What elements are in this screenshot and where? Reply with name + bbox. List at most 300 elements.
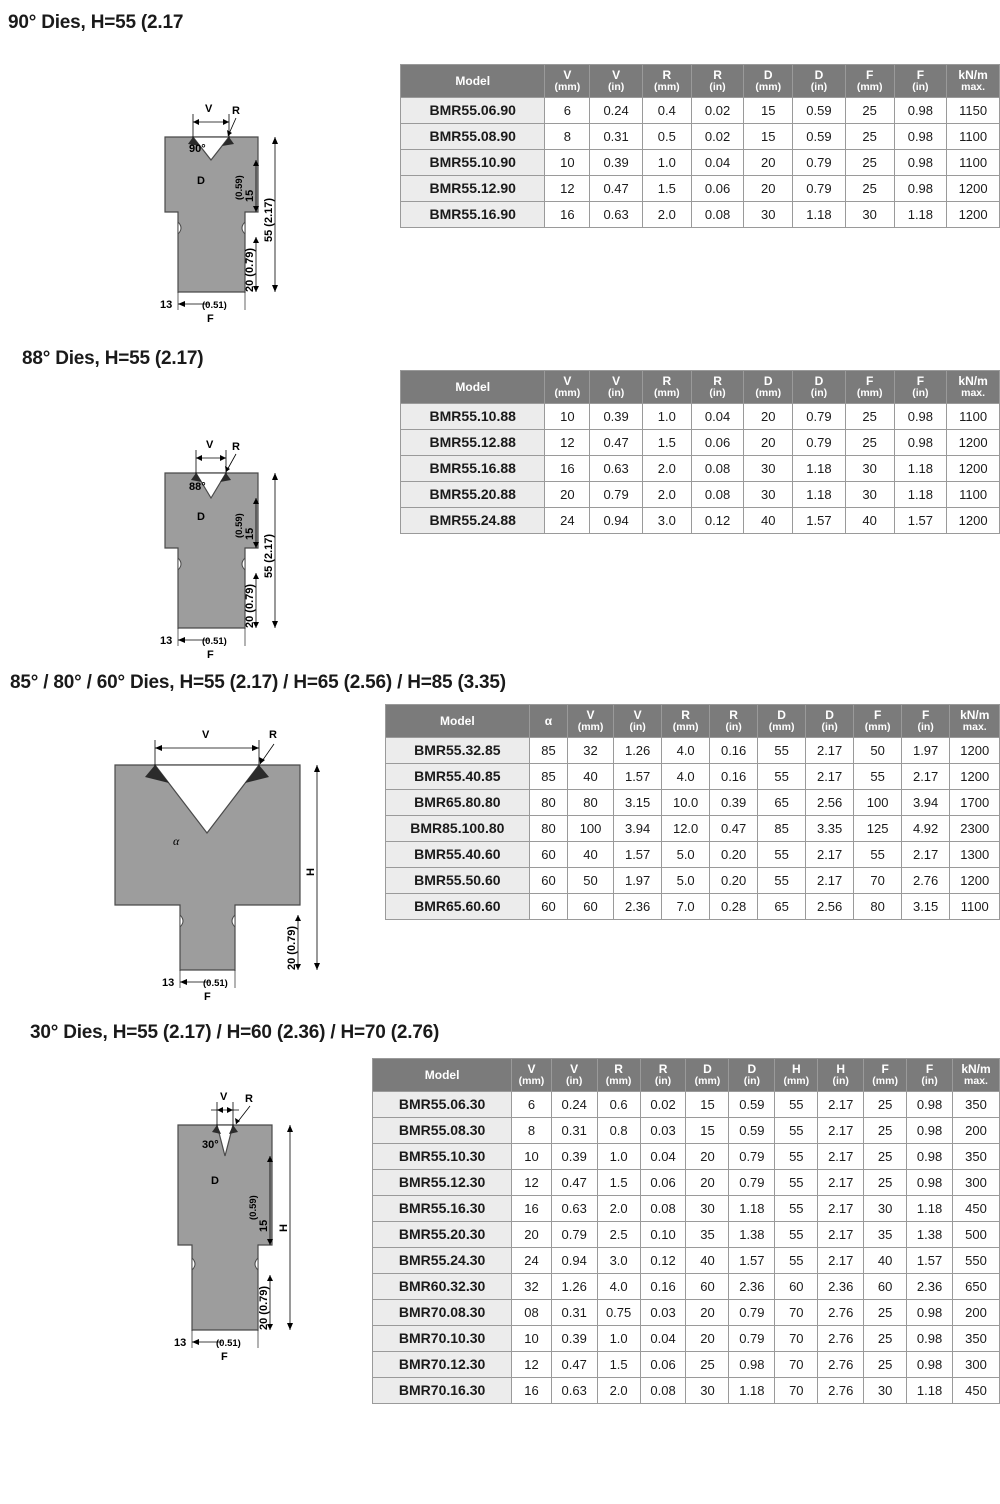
cell-value: 40 bbox=[864, 1247, 907, 1273]
section-title: 85° / 80° / 60° Dies, H=55 (2.17) / H=65 (2.56) / H=85 (3.35) bbox=[10, 672, 506, 693]
cell-value: 0.12 bbox=[691, 507, 744, 533]
header-main: R bbox=[658, 1062, 668, 1076]
column-header-kn-m bbox=[947, 371, 1000, 404]
cell-value: 0.06 bbox=[691, 429, 744, 455]
cell-value: 0.47 bbox=[590, 175, 643, 201]
cell-value: 300 bbox=[952, 1351, 999, 1377]
column-header-f bbox=[845, 65, 894, 98]
column-header-v bbox=[590, 65, 643, 98]
header-unit: (in) bbox=[821, 720, 838, 733]
cell-value: 65 bbox=[758, 893, 805, 919]
column-header-r bbox=[709, 705, 758, 738]
cell-value: 10 bbox=[545, 403, 590, 429]
header-main: D bbox=[703, 1062, 712, 1076]
header-main: R bbox=[713, 68, 722, 82]
cell-value: 1200 bbox=[947, 455, 1000, 481]
cell-value: 1.18 bbox=[894, 481, 947, 507]
cell-value: 0.79 bbox=[729, 1169, 775, 1195]
cell-value: 32 bbox=[512, 1273, 552, 1299]
header-unit: max. bbox=[961, 80, 986, 93]
cell-value: 1.18 bbox=[793, 455, 846, 481]
cell-value: 55 bbox=[758, 867, 805, 893]
cell-value: 1.57 bbox=[793, 507, 846, 533]
cell-value: 60 bbox=[775, 1273, 818, 1299]
table-row bbox=[373, 1195, 1000, 1221]
column-header-d bbox=[793, 371, 846, 404]
column-header-f bbox=[894, 65, 947, 98]
cell-value: 1.0 bbox=[597, 1143, 640, 1169]
cell-value: 2.17 bbox=[818, 1143, 864, 1169]
header-unit: (in) bbox=[912, 386, 929, 399]
cell-value: 4.0 bbox=[662, 737, 709, 763]
header-main: V bbox=[527, 1062, 536, 1076]
cell-model: BMR55.06.90 bbox=[401, 97, 545, 123]
cell-value: 1.57 bbox=[907, 1247, 953, 1273]
cell-value: 1.26 bbox=[613, 737, 662, 763]
cell-value: 2.76 bbox=[901, 867, 950, 893]
column-header-r bbox=[691, 65, 744, 98]
label-h: H bbox=[278, 1224, 290, 1232]
die-diagram-85 bbox=[50, 710, 370, 1003]
cell-value: 0.4 bbox=[642, 97, 691, 123]
cell-value: 16 bbox=[545, 455, 590, 481]
cell-model: BMR55.24.88 bbox=[401, 507, 545, 533]
section-30-dies bbox=[0, 1012, 1000, 1504]
cell-value: 3.15 bbox=[901, 893, 950, 919]
cell-value: 0.28 bbox=[709, 893, 758, 919]
cell-value: 0.94 bbox=[590, 507, 643, 533]
cell-value: 16 bbox=[512, 1377, 552, 1403]
cell-value: 25 bbox=[864, 1299, 907, 1325]
table-row bbox=[373, 1117, 1000, 1143]
column-header-v bbox=[545, 371, 590, 404]
cell-value: 1.18 bbox=[729, 1377, 775, 1403]
column-header-d bbox=[793, 65, 846, 98]
table-row bbox=[386, 893, 1000, 919]
cell-value: 0.79 bbox=[729, 1299, 775, 1325]
label-13: 13 bbox=[160, 635, 173, 647]
cell-value: 60 bbox=[529, 841, 568, 867]
column-header-v bbox=[590, 371, 643, 404]
cell-value: 2.76 bbox=[818, 1377, 864, 1403]
column-header-f bbox=[845, 371, 894, 404]
cell-value: 20 bbox=[686, 1143, 729, 1169]
cell-value: 12 bbox=[512, 1169, 552, 1195]
cell-value: 55 bbox=[758, 841, 805, 867]
label-height-55: 55 (2.17) bbox=[263, 197, 275, 242]
header-main: F bbox=[865, 68, 874, 82]
cell-value: 25 bbox=[864, 1325, 907, 1351]
cell-value: 0.39 bbox=[590, 149, 643, 175]
header-unit: (mm) bbox=[577, 720, 604, 733]
cell-value: 12.0 bbox=[662, 815, 709, 841]
table-row bbox=[373, 1247, 1000, 1273]
label-059: (0.59) bbox=[234, 175, 245, 200]
cell-value: 85 bbox=[529, 763, 568, 789]
header-main: F bbox=[921, 708, 930, 722]
label-20-079: 20 (0.79) bbox=[244, 583, 256, 628]
column-header-d bbox=[744, 65, 793, 98]
cell-value: 25 bbox=[845, 175, 894, 201]
header-main: F bbox=[881, 1062, 889, 1076]
header-unit: (mm) bbox=[864, 720, 891, 733]
cell-value: 2.76 bbox=[818, 1351, 864, 1377]
table-row bbox=[401, 201, 1000, 227]
cell-value: 0.79 bbox=[729, 1325, 775, 1351]
header-unit: (mm) bbox=[672, 720, 699, 733]
cell-model: BMR55.24.30 bbox=[373, 1247, 512, 1273]
column-header-h bbox=[775, 1059, 818, 1092]
header-unit: (in) bbox=[743, 1074, 761, 1087]
header-unit: (in) bbox=[709, 386, 726, 399]
label-059: (0.59) bbox=[234, 513, 245, 538]
table-row bbox=[401, 481, 1000, 507]
header-main: R bbox=[662, 374, 672, 388]
cell-value: 0.08 bbox=[640, 1377, 686, 1403]
cell-value: 1.5 bbox=[597, 1169, 640, 1195]
cell-value: 450 bbox=[952, 1377, 999, 1403]
header-unit: (mm) bbox=[856, 80, 883, 93]
cell-value: 1150 bbox=[947, 97, 1000, 123]
header-main: F bbox=[925, 1062, 934, 1076]
cell-value: 15 bbox=[686, 1117, 729, 1143]
header-main: H bbox=[836, 1062, 846, 1076]
cell-value: 0.06 bbox=[691, 175, 744, 201]
cell-value: 1200 bbox=[950, 867, 1000, 893]
cell-value: 550 bbox=[952, 1247, 999, 1273]
cell-value: 0.59 bbox=[793, 97, 846, 123]
cell-value: 0.31 bbox=[551, 1299, 597, 1325]
cell-value: 55 bbox=[775, 1117, 818, 1143]
column-header-kn-m bbox=[950, 705, 1000, 738]
cell-value: 15 bbox=[686, 1091, 729, 1117]
cell-value: 25 bbox=[864, 1143, 907, 1169]
cell-value: 4.0 bbox=[662, 763, 709, 789]
cell-value: 0.16 bbox=[640, 1273, 686, 1299]
cell-value: 1.38 bbox=[907, 1221, 953, 1247]
cell-value: 0.6 bbox=[597, 1091, 640, 1117]
cell-value: 15 bbox=[744, 97, 793, 123]
cell-value: 2.56 bbox=[805, 789, 854, 815]
cell-value: 25 bbox=[845, 97, 894, 123]
cell-value: 0.98 bbox=[894, 175, 947, 201]
cell-value: 2.0 bbox=[642, 481, 691, 507]
label-051: (0.51) bbox=[202, 636, 227, 647]
cell-value: 2300 bbox=[950, 815, 1000, 841]
header-unit: (in) bbox=[629, 720, 646, 733]
label-d: D bbox=[197, 511, 205, 523]
cell-value: 0.31 bbox=[551, 1117, 597, 1143]
cell-value: 0.98 bbox=[894, 149, 947, 175]
cell-value: 0.47 bbox=[551, 1351, 597, 1377]
cell-model: BMR55.32.85 bbox=[386, 737, 530, 763]
header-main: Model bbox=[455, 73, 491, 88]
cell-value: 0.04 bbox=[691, 403, 744, 429]
table-row bbox=[401, 175, 1000, 201]
column-header-r bbox=[662, 705, 709, 738]
cell-value: 650 bbox=[952, 1273, 999, 1299]
header-main: R bbox=[614, 1062, 623, 1076]
cell-model: BMR70.12.30 bbox=[373, 1351, 512, 1377]
label-051: (0.51) bbox=[203, 978, 228, 989]
cell-value: 2.17 bbox=[805, 763, 854, 789]
label-15: 15 bbox=[258, 1219, 270, 1232]
cell-value: 85 bbox=[758, 815, 805, 841]
cell-value: 0.98 bbox=[894, 429, 947, 455]
cell-value: 0.08 bbox=[691, 481, 744, 507]
label-r: R bbox=[232, 105, 240, 117]
table-row bbox=[386, 867, 1000, 893]
cell-value: 55 bbox=[775, 1169, 818, 1195]
cell-value: 1.18 bbox=[729, 1195, 775, 1221]
cell-value: 0.06 bbox=[640, 1351, 686, 1377]
header-unit: (in) bbox=[607, 386, 625, 399]
column-header-kn-m bbox=[947, 65, 1000, 98]
cell-value: 0.98 bbox=[907, 1091, 953, 1117]
header-unit: (mm) bbox=[653, 80, 680, 93]
header-main: F bbox=[916, 374, 925, 388]
cell-value: 6 bbox=[512, 1091, 552, 1117]
cell-value: 2.36 bbox=[729, 1273, 775, 1299]
table-row bbox=[373, 1299, 1000, 1325]
header-unit: (in) bbox=[921, 1074, 938, 1087]
header-main: V bbox=[563, 68, 572, 82]
cell-value: 1.18 bbox=[907, 1195, 953, 1221]
cell-value: 70 bbox=[775, 1299, 818, 1325]
cell-value: 2.17 bbox=[805, 867, 854, 893]
table-row bbox=[401, 403, 1000, 429]
cell-value: 1.0 bbox=[642, 403, 691, 429]
header-main: D bbox=[747, 1062, 757, 1076]
header-unit: (mm) bbox=[856, 386, 883, 399]
section-title: 90° Dies, H=55 (2.17 bbox=[8, 12, 184, 33]
cell-model: BMR65.60.60 bbox=[386, 893, 530, 919]
cell-model: BMR55.20.30 bbox=[373, 1221, 512, 1247]
cell-value: 55 bbox=[775, 1143, 818, 1169]
column-header-model bbox=[373, 1059, 512, 1092]
label-15: 15 bbox=[244, 189, 256, 202]
cell-value: 1300 bbox=[950, 841, 1000, 867]
cell-value: 0.79 bbox=[793, 175, 846, 201]
table-row bbox=[386, 737, 1000, 763]
cell-value: 1200 bbox=[950, 763, 1000, 789]
cell-value: 1.57 bbox=[729, 1247, 775, 1273]
cell-value: 2.0 bbox=[642, 201, 691, 227]
cell-value: 55 bbox=[854, 841, 901, 867]
label-v: V bbox=[220, 1091, 228, 1103]
label-alpha: α bbox=[173, 834, 180, 848]
cell-value: 0.79 bbox=[793, 149, 846, 175]
section-85-80-60-dies bbox=[0, 660, 1000, 1020]
column-header-v bbox=[568, 705, 613, 738]
cell-value: 0.98 bbox=[894, 123, 947, 149]
cell-model: BMR55.12.30 bbox=[373, 1169, 512, 1195]
header-unit: (in) bbox=[810, 386, 828, 399]
cell-value: 1200 bbox=[950, 737, 1000, 763]
table-row bbox=[386, 815, 1000, 841]
label-20-079: 20 (0.79) bbox=[258, 1285, 270, 1330]
cell-value: 500 bbox=[952, 1221, 999, 1247]
cell-value: 1.5 bbox=[597, 1351, 640, 1377]
column-header-model bbox=[401, 65, 545, 98]
header-unit: (mm) bbox=[518, 1074, 545, 1087]
header-main: V bbox=[612, 374, 621, 388]
cell-value: 0.39 bbox=[590, 403, 643, 429]
cell-value: 40 bbox=[744, 507, 793, 533]
label-f: F bbox=[207, 649, 214, 661]
cell-value: 0.39 bbox=[551, 1325, 597, 1351]
cell-value: 1.18 bbox=[894, 201, 947, 227]
header-main: V bbox=[612, 68, 621, 82]
cell-value: 350 bbox=[952, 1325, 999, 1351]
cell-model: BMR55.12.90 bbox=[401, 175, 545, 201]
label-r: R bbox=[245, 1093, 253, 1105]
cell-value: 0.04 bbox=[691, 149, 744, 175]
cell-value: 08 bbox=[512, 1299, 552, 1325]
header-main: Model bbox=[455, 379, 491, 394]
table-header-row bbox=[401, 65, 1000, 98]
cell-value: 2.17 bbox=[901, 763, 950, 789]
cell-value: 30 bbox=[744, 481, 793, 507]
cell-value: 2.76 bbox=[818, 1325, 864, 1351]
header-unit: (mm) bbox=[755, 80, 782, 93]
header-main: D bbox=[763, 374, 773, 388]
cell-value: 80 bbox=[854, 893, 901, 919]
cell-value: 1100 bbox=[947, 403, 1000, 429]
column-header-d bbox=[805, 705, 854, 738]
section-90-dies bbox=[0, 0, 1000, 330]
table-85-80-60-dies bbox=[385, 704, 1000, 920]
cell-value: 1.57 bbox=[613, 763, 662, 789]
cell-model: BMR55.12.88 bbox=[401, 429, 545, 455]
cell-model: BMR55.16.88 bbox=[401, 455, 545, 481]
column-header-f bbox=[854, 705, 901, 738]
header-unit: (in) bbox=[654, 1074, 672, 1087]
cell-value: 12 bbox=[545, 429, 590, 455]
cell-value: 2.17 bbox=[818, 1247, 864, 1273]
header-unit: (mm) bbox=[554, 386, 581, 399]
header-main: V bbox=[633, 708, 642, 722]
cell-value: 55 bbox=[775, 1221, 818, 1247]
cell-value: 1.5 bbox=[642, 175, 691, 201]
header-main: Model bbox=[440, 713, 475, 728]
header-main: V bbox=[563, 374, 572, 388]
header-unit: (mm) bbox=[653, 386, 680, 399]
column-header-h bbox=[818, 1059, 864, 1092]
cell-value: 0.47 bbox=[709, 815, 758, 841]
cell-model: BMR55.08.30 bbox=[373, 1117, 512, 1143]
cell-value: 3.94 bbox=[901, 789, 950, 815]
column-header-r bbox=[640, 1059, 686, 1092]
cell-value: 0.75 bbox=[597, 1299, 640, 1325]
cell-value: 0.20 bbox=[709, 841, 758, 867]
cell-value: 8 bbox=[512, 1117, 552, 1143]
label-15: 15 bbox=[244, 527, 256, 540]
cell-value: 0.98 bbox=[907, 1143, 953, 1169]
cell-value: 0.04 bbox=[640, 1325, 686, 1351]
header-main: D bbox=[814, 68, 824, 82]
cell-value: 0.12 bbox=[640, 1247, 686, 1273]
cell-value: 2.17 bbox=[805, 737, 854, 763]
cell-value: 1100 bbox=[950, 893, 1000, 919]
cell-value: 0.06 bbox=[640, 1169, 686, 1195]
die-diagram-30 bbox=[70, 1080, 370, 1363]
cell-model: BMR55.16.30 bbox=[373, 1195, 512, 1221]
cell-value: 350 bbox=[952, 1143, 999, 1169]
table-row bbox=[386, 763, 1000, 789]
header-unit: (mm) bbox=[755, 386, 782, 399]
cell-value: 20 bbox=[744, 175, 793, 201]
header-unit: (mm) bbox=[694, 1074, 721, 1087]
header-main: D bbox=[777, 708, 786, 722]
cell-value: 2.17 bbox=[818, 1221, 864, 1247]
cell-value: 0.59 bbox=[793, 123, 846, 149]
cell-value: 3.0 bbox=[597, 1247, 640, 1273]
cell-value: 0.63 bbox=[590, 455, 643, 481]
cell-value: 20 bbox=[545, 481, 590, 507]
label-v: V bbox=[205, 103, 213, 115]
cell-value: 24 bbox=[512, 1247, 552, 1273]
table-row bbox=[386, 841, 1000, 867]
header-main: F bbox=[865, 374, 874, 388]
cell-value: 2.17 bbox=[818, 1091, 864, 1117]
cell-value: 0.8 bbox=[597, 1117, 640, 1143]
cell-value: 12 bbox=[545, 175, 590, 201]
header-unit: max. bbox=[961, 386, 986, 399]
header-main: kN/m bbox=[958, 374, 988, 388]
cell-value: 25 bbox=[864, 1117, 907, 1143]
column-header-d bbox=[744, 371, 793, 404]
header-main: R bbox=[681, 708, 690, 722]
label-f: F bbox=[204, 991, 211, 1003]
header-main: α bbox=[544, 713, 553, 728]
cell-value: 0.16 bbox=[709, 737, 758, 763]
cell-value: 0.47 bbox=[551, 1169, 597, 1195]
cell-model: BMR55.40.60 bbox=[386, 841, 530, 867]
table-header-row bbox=[386, 705, 1000, 738]
cell-value: 0.79 bbox=[793, 403, 846, 429]
cell-value: 30 bbox=[686, 1195, 729, 1221]
cell-value: 25 bbox=[845, 429, 894, 455]
cell-value: 2.36 bbox=[818, 1273, 864, 1299]
cell-value: 2.0 bbox=[642, 455, 691, 481]
cell-value: 0.02 bbox=[640, 1091, 686, 1117]
cell-value: 1.26 bbox=[551, 1273, 597, 1299]
cell-value: 0.98 bbox=[894, 97, 947, 123]
cell-value: 6 bbox=[545, 97, 590, 123]
cell-value: 70 bbox=[775, 1351, 818, 1377]
column-header-f bbox=[901, 705, 950, 738]
cell-value: 0.98 bbox=[907, 1325, 953, 1351]
cell-value: 60 bbox=[686, 1273, 729, 1299]
column-header-r bbox=[642, 371, 691, 404]
cell-value: 2.17 bbox=[818, 1195, 864, 1221]
cell-value: 1100 bbox=[947, 481, 1000, 507]
label-v: V bbox=[206, 439, 214, 451]
cell-value: 0.24 bbox=[590, 97, 643, 123]
label-d: D bbox=[211, 1175, 219, 1187]
cell-value: 10 bbox=[512, 1143, 552, 1169]
table-row bbox=[386, 789, 1000, 815]
cell-value: 0.79 bbox=[793, 429, 846, 455]
cell-value: 5.0 bbox=[662, 867, 709, 893]
header-main: V bbox=[586, 708, 595, 722]
cell-value: 0.98 bbox=[907, 1351, 953, 1377]
table-row bbox=[373, 1377, 1000, 1403]
cell-value: 200 bbox=[952, 1117, 999, 1143]
label-f: F bbox=[221, 1351, 228, 1363]
cell-value: 25 bbox=[864, 1169, 907, 1195]
